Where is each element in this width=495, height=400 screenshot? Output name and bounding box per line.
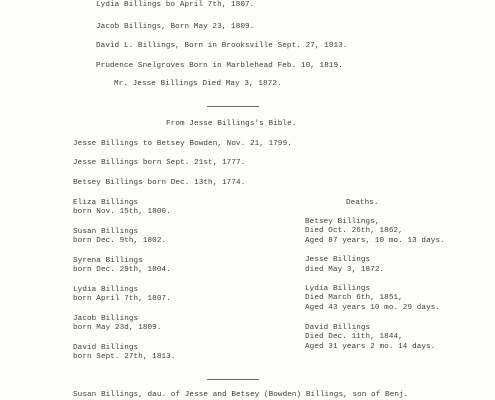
birth-name: David Billings — [73, 344, 139, 352]
bottom-line: Susan Billings, dau. of Jesse and Betsey (Bowden) Billings, son of Benj. — [73, 391, 409, 399]
birth-name: Jacob Billings — [73, 315, 139, 323]
entry-prudence-birth: Prudence Snelgroves Born in Marblehead Feb. 10, 1819. — [96, 62, 343, 70]
birth-date: born April 7th, 1807. — [73, 295, 171, 303]
birth-name: Susan Billings — [73, 228, 139, 236]
death-name: Lydia Billings — [305, 285, 371, 293]
entry-jesse-death: Mr. Jesse Billings Died May 3, 1872. — [114, 80, 282, 88]
jesse-birth-line: Jesse Billings born Sept. 21st, 1777. — [73, 159, 246, 167]
birth-name: Lydia Billings — [73, 286, 139, 294]
marriage-line: Jesse Billings to Betsey Bowden, Nov. 21, 1799. — [73, 140, 292, 148]
birth-date: born Nov. 15th, 1800. — [73, 208, 171, 216]
death-date: died May 3, 1872. — [305, 266, 385, 274]
death-date: Died March 6th, 1851, — [305, 294, 403, 302]
birth-date: born Dec. 9th, 1802. — [73, 237, 167, 245]
death-date: Died Oct. 26th, 1862, — [305, 227, 403, 235]
death-name: Betsey Billings, — [305, 218, 380, 226]
deaths-heading: Deaths. — [346, 199, 379, 207]
entry-lydia-birth: Lydia Billings bo April 7th, 1807. — [96, 1, 255, 9]
bible-heading: From Jesse Billings's Bible. — [166, 120, 297, 128]
death-age: Aged 31 years 2 mo. 14 days. — [305, 343, 436, 351]
entry-david-birth: David L. Billings, Born in Brooksville Sept. 27, 1813. — [96, 42, 348, 50]
birth-date: born Dec. 29th, 1804. — [73, 266, 171, 274]
separator-rule — [207, 379, 259, 380]
entry-jacob-birth: Jacob Billings, Born May 23, 1809. — [96, 23, 255, 31]
birth-date: born Sept. 27th, 1813. — [73, 353, 176, 361]
death-age: Aged 43 years 10 mo. 29 days. — [305, 304, 441, 312]
death-name: David Billings — [305, 324, 371, 332]
betsey-birth-line: Betsey Billings born Dec. 13th, 1774. — [73, 179, 246, 187]
death-date: Died Dec. 11th, 1844, — [305, 333, 403, 341]
birth-name: Eliza Billings — [73, 199, 139, 207]
separator-rule — [207, 106, 259, 107]
birth-name: Syrena Billings — [73, 257, 143, 265]
birth-date: born May 23d, 1809. — [73, 324, 162, 332]
death-name: Jesse Billings — [305, 256, 371, 264]
death-age: Aged 87 years, 10 mo. 13 days. — [305, 237, 445, 245]
